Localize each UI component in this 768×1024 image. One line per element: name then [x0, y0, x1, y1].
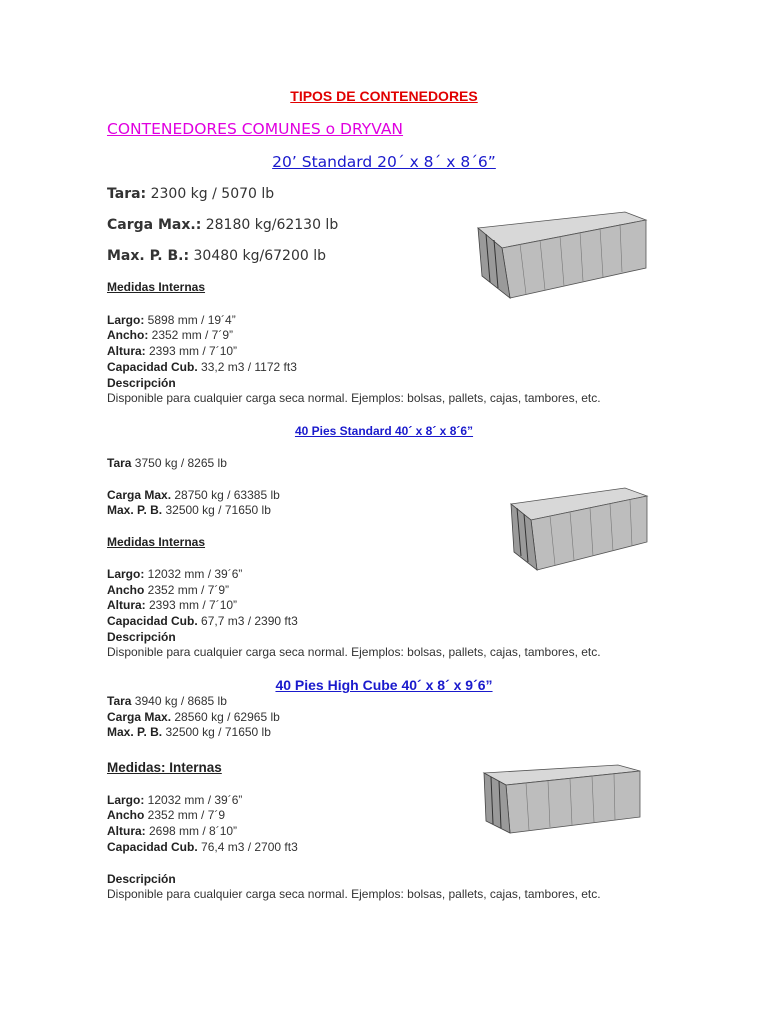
ancho-row — [107, 808, 225, 822]
descripcion-text: Disponible para cualquier carga seca normal. Ejemplos: bolsas, pallets, cajas, tambores, etc. — [107, 391, 601, 405]
altura-label: Altura: — [107, 344, 146, 358]
descripcion-label-text: Descripción — [107, 376, 176, 390]
ancho-value: 2352 mm / 7´9” — [144, 583, 230, 597]
ancho-value: 2352 mm / 7´9 — [144, 808, 226, 822]
section-subtitle: CONTENEDORES COMUNES o DRYVAN — [107, 120, 404, 138]
ancho-row — [107, 328, 233, 342]
maxpb-value: 32500 kg / 71650 lb — [162, 503, 271, 517]
carga-label: Carga Max. — [107, 710, 172, 724]
capacidad-label: Capacidad Cub. — [107, 360, 198, 374]
altura-value: 2393 mm / 7´10” — [145, 598, 238, 612]
capacidad-value: 67,7 m3 / 2390 ft3 — [197, 614, 298, 628]
carga-value: 28750 kg / 63385 lb — [171, 488, 280, 502]
capacidad-row — [107, 840, 298, 854]
medidas-heading: Medidas Internas — [107, 280, 206, 294]
largo-value: 12032 mm / 39´6” — [144, 567, 243, 581]
container-20-heading[interactable]: 20’ Standard 20´ x 8´ x 8´6” — [272, 153, 496, 171]
ancho-row — [107, 583, 229, 597]
altura-label: Altura: — [107, 598, 146, 612]
descripcion-label — [107, 630, 176, 644]
capacidad-value: 33,2 m3 / 1172 ft3 — [197, 360, 297, 374]
ancho-value: 2352 mm / 7´9” — [148, 328, 234, 342]
altura-value: 2698 mm / 8´10” — [145, 824, 238, 838]
tara-label: Tara: — [107, 186, 147, 202]
maxpb-row — [107, 503, 271, 517]
descripcion-label — [107, 872, 176, 886]
tara-row — [107, 186, 274, 202]
largo-label: Largo: — [107, 567, 145, 581]
maxpb-label: Max. P. B. — [107, 503, 163, 517]
tara-value: 3750 kg / 8265 lb — [131, 456, 227, 470]
capacidad-label: Capacidad Cub. — [107, 840, 198, 854]
shipping-container-icon — [470, 208, 648, 300]
maxpb-row — [107, 725, 271, 739]
carga-value: 28180 kg/62130 lb — [201, 217, 339, 233]
capacidad-row — [107, 614, 298, 628]
carga-label: Carga Max. — [107, 488, 172, 502]
capacidad-label: Capacidad Cub. — [107, 614, 198, 628]
largo-value: 12032 mm / 39´6” — [144, 793, 243, 807]
tara-value: 3940 kg / 8685 lb — [131, 694, 227, 708]
maxpb-row — [107, 248, 326, 264]
maxpb-label: Max. P. B.: — [107, 248, 190, 264]
largo-value: 5898 mm / 19´4” — [144, 313, 236, 327]
capacidad-row — [107, 360, 297, 374]
container-highcube-heading[interactable]: 40 Pies High Cube 40´ x 8´ x 9´6” — [275, 677, 493, 693]
largo-label: Largo: — [107, 793, 145, 807]
descripcion-text: Disponible para cualquier carga seca normal. Ejemplos: bolsas, pallets, cajas, tambores, etc. — [107, 645, 601, 659]
altura-row — [107, 344, 237, 358]
medidas-heading: Medidas Internas — [107, 535, 206, 549]
tara-row — [107, 694, 227, 708]
carga-label: Carga Max.: — [107, 217, 202, 233]
shipping-container-icon — [478, 763, 642, 835]
altura-row — [107, 598, 237, 612]
carga-row — [107, 488, 280, 502]
capacidad-value: 76,4 m3 / 2700 ft3 — [197, 840, 298, 854]
descripcion-label — [107, 376, 176, 390]
altura-value: 2393 mm / 7´10” — [145, 344, 238, 358]
tara-label: Tara — [107, 694, 132, 708]
descripcion-label-text: Descripción — [107, 630, 176, 644]
shipping-container-icon — [505, 484, 650, 572]
largo-row — [107, 313, 236, 327]
carga-row — [107, 710, 280, 724]
ancho-label: Ancho — [107, 808, 145, 822]
altura-label: Altura: — [107, 824, 146, 838]
descripcion-label-text: Descripción — [107, 872, 176, 886]
maxpb-label: Max. P. B. — [107, 725, 163, 739]
ancho-label: Ancho — [107, 583, 145, 597]
tara-label: Tara — [107, 456, 132, 470]
ancho-label: Ancho: — [107, 328, 149, 342]
largo-row — [107, 567, 242, 581]
container-40-heading[interactable]: 40 Pies Standard 40´ x 8´ x 8´6” — [294, 424, 474, 438]
medidas-heading: Medidas: Internas — [107, 760, 222, 775]
largo-row — [107, 793, 242, 807]
maxpb-value: 32500 kg / 71650 lb — [162, 725, 271, 739]
altura-row — [107, 824, 237, 838]
tara-row — [107, 456, 227, 470]
tara-value: 2300 kg / 5070 lb — [146, 186, 275, 202]
largo-label: Largo: — [107, 313, 145, 327]
carga-row — [107, 217, 338, 233]
descripcion-text: Disponible para cualquier carga seca normal. Ejemplos: bolsas, pallets, cajas, tambores, etc. — [107, 887, 601, 901]
carga-value: 28560 kg / 62965 lb — [171, 710, 280, 724]
maxpb-value: 30480 kg/67200 lb — [189, 248, 326, 264]
page-title: TIPOS DE CONTENEDORES — [290, 88, 478, 104]
